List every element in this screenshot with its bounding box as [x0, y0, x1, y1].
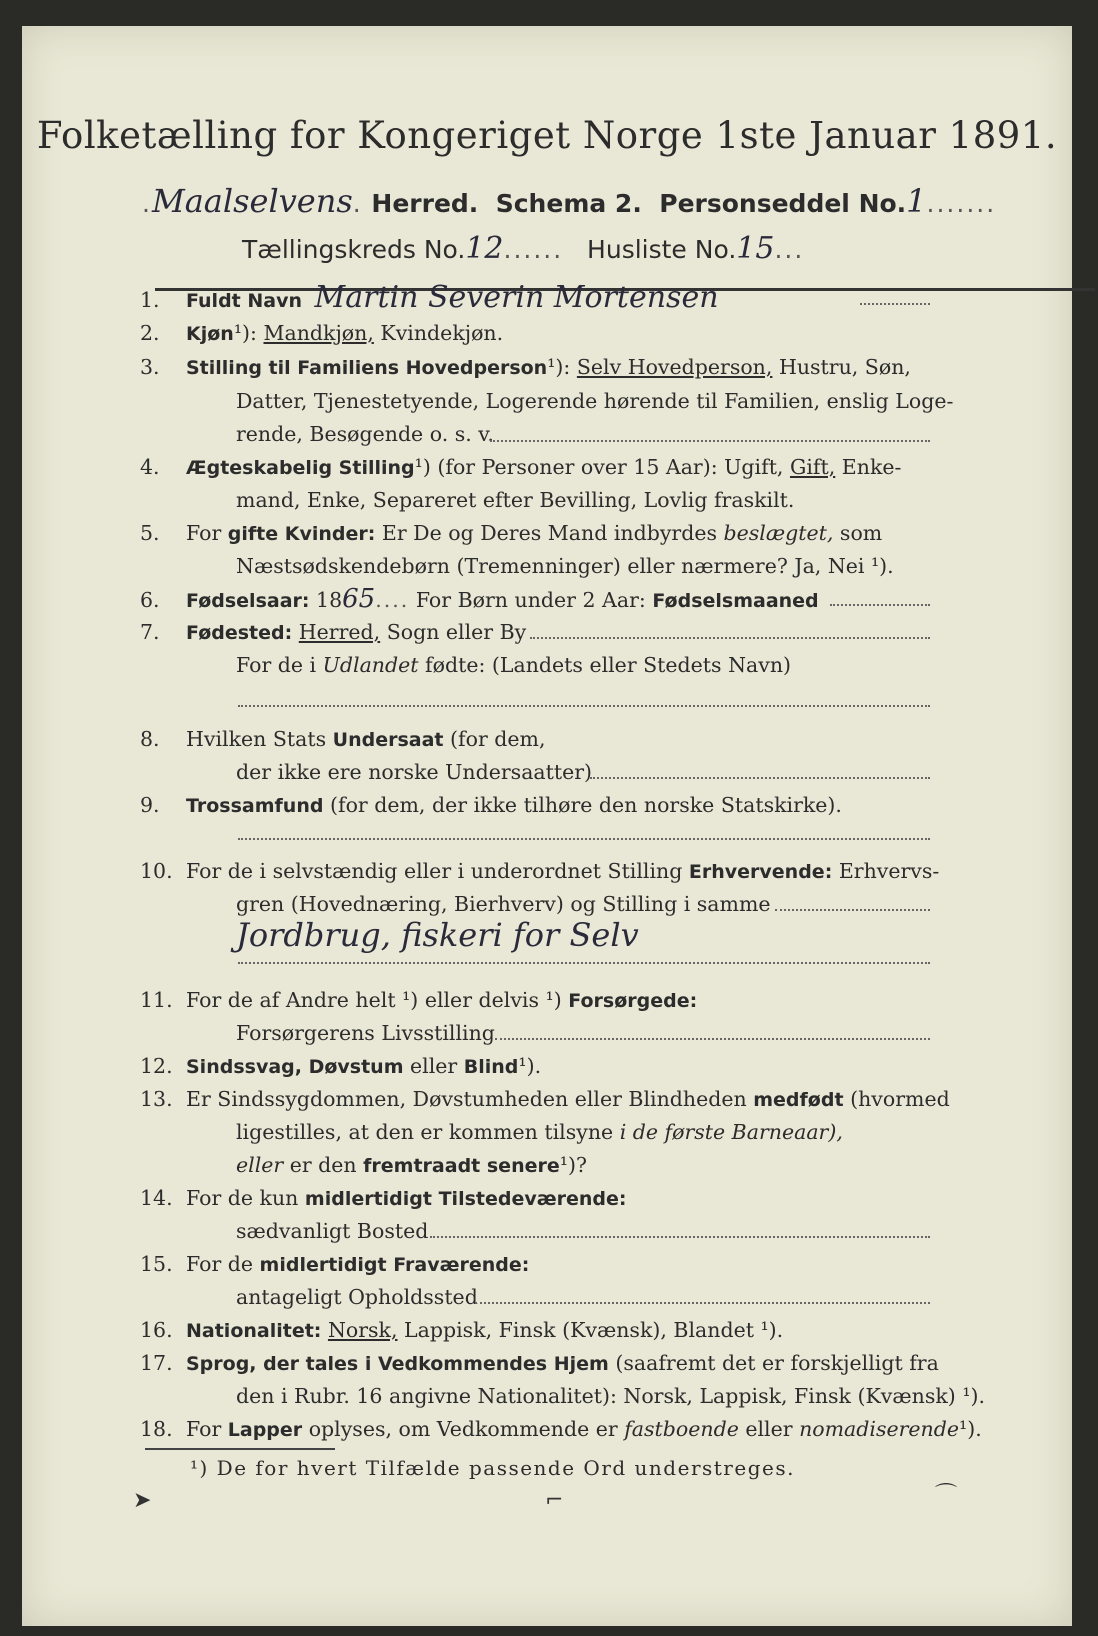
kreds-number: 12	[465, 231, 504, 266]
form-title: Folketælling for Kongeriget Norge 1ste Januar 1891.	[36, 114, 1058, 157]
field-1: 1. Fuldt Navn Martin Severin Mortensen	[140, 280, 719, 315]
field-6: 6. Fødselsaar: 1865.... For Børn under 2 Aar: Fødselsmaaned	[140, 584, 819, 614]
field-3-selected: Selv Hovedperson,	[576, 355, 773, 379]
field-11: 11. For de af Andre helt ¹) eller delvis ¹) Forsørgede:	[140, 988, 698, 1012]
field-4-selected: Gift,	[789, 455, 836, 479]
field-10-line-2: gren (Hovednæring, Bierhverv) og Stilling i samme	[236, 892, 771, 916]
field-7-selected: Herred,	[298, 620, 381, 644]
field-3-line-2: Datter, Tjenestetyende, Logerende hørende til Familien, enslig Loge-	[236, 389, 954, 413]
registration-mark: ⌐	[545, 1488, 564, 1513]
footnote-rule	[145, 1448, 335, 1450]
field-2: 2. Kjøn¹): Mandkjøn, Kvindekjøn.	[140, 321, 504, 345]
field-18: 18. For Lapper oplyses, om Vedkommende er fastboende eller nomadiserende¹).	[140, 1417, 982, 1441]
personseddel-label: Personseddel No.	[659, 189, 907, 218]
field-8-line-2: der ikke ere norske Undersaatter)	[236, 760, 593, 784]
field-14: 14. For de kun midlertidigt Tilstedeværende:	[140, 1186, 627, 1210]
field-7-line-2: For de i Udlandet fødte: (Landets eller Stedets Navn)	[236, 653, 792, 677]
herred-name: Maalselvens	[151, 182, 353, 220]
kreds-label: Tællingskreds No.	[242, 235, 466, 264]
husliste-label: Husliste No.	[587, 235, 737, 264]
field-15: 15. For de midlertidigt Fraværende:	[140, 1252, 530, 1276]
dotted-line	[430, 1236, 930, 1238]
dotted-line	[238, 838, 930, 840]
dotted-line	[775, 909, 930, 911]
personseddel-number: 1	[906, 182, 927, 220]
field-7: 7. Fødested: Herred, Sogn eller By	[140, 620, 527, 644]
dotted-line	[495, 1038, 930, 1040]
herred-label: Herred.	[371, 189, 479, 218]
field-15-line-2: antageligt Opholdssted	[236, 1285, 478, 1309]
field-13-line-3: eller er den fremtraadt senere¹)?	[236, 1153, 587, 1177]
field-6-value: 65	[342, 584, 376, 614]
registration-mark: ⌒	[935, 1483, 958, 1508]
field-17-line-2: den i Rubr. 16 angivne Nationalitet): Norsk, Lappisk, Finsk (Kvænsk) ¹).	[236, 1384, 986, 1408]
field-10-value-line	[140, 916, 1098, 954]
herred-line: .Maalselvens. Herred. Schema 2. Personseddel No.1.......	[142, 182, 997, 220]
field-2-selected: Mandkjøn,	[263, 321, 374, 345]
kreds-line: Tællingskreds No.12...... Husliste No.15...	[242, 231, 805, 266]
registration-mark: ➤	[133, 1488, 152, 1513]
dotted-line	[530, 637, 930, 639]
dotted-line	[238, 705, 930, 707]
field-8: 8. Hvilken Stats Undersaat (for dem,	[140, 727, 546, 751]
schema-label: Schema 2.	[495, 189, 642, 218]
field-1-label: Fuldt Navn	[186, 290, 303, 312]
dotted-line	[830, 604, 930, 606]
field-16: 16. Nationalitet: Norsk, Lappisk, Finsk (Kvænsk), Blandet ¹).	[140, 1318, 784, 1342]
field-10: 10. For de i selvstændig eller i underordnet Stilling Erhvervende: Erhvervs-	[140, 859, 940, 883]
field-4: 4. Ægteskabelig Stilling¹) (for Personer over 15 Aar): Ugift, Gift, Enke-	[140, 455, 902, 479]
footnote: ¹) De for hvert Tilfælde passende Ord understreges.	[190, 1456, 795, 1480]
field-3-line-3: rende, Besøgende o. s. v.	[236, 422, 494, 446]
dotted-line	[490, 440, 930, 442]
field-17: 17. Sprog, der tales i Vedkommendes Hjem (saafremt det er forskjelligt fra	[140, 1351, 939, 1375]
field-11-line-2: Forsørgerens Livsstilling	[236, 1021, 495, 1045]
field-5: 5. For gifte Kvinder: Er De og Deres Mand indbyrdes beslægtet, som	[140, 521, 883, 545]
field-13-line-2: ligestilles, at den er kommen tilsyne i de første Barneaar),	[236, 1120, 843, 1144]
field-9: 9. Trossamfund (for dem, der ikke tilhøre den norske Statskirke).	[140, 793, 842, 817]
field-10-value: Jordbrug, fiskeri for Selv	[236, 916, 639, 954]
field-12: 12. Sindssvag, Døvstum eller Blind¹).	[140, 1054, 542, 1078]
husliste-number: 15	[736, 231, 775, 266]
field-1-value: Martin Severin Mortensen	[314, 280, 719, 315]
field-14-line-2: sædvanligt Bosted	[236, 1219, 429, 1243]
field-3: 3. Stilling til Familiens Hovedperson¹): Selv Hovedperson, Hustru, Søn,	[140, 355, 911, 379]
dotted-line	[860, 303, 930, 305]
field-16-selected: Norsk,	[327, 1318, 398, 1342]
field-4-line-2: mand, Enke, Separeret efter Bevilling, Lovlig fraskilt.	[236, 488, 795, 512]
dotted-line	[475, 1302, 930, 1304]
field-5-line-2: Næstsødskendebørn (Tremenninger) eller nærmere? Ja, Nei ¹).	[236, 554, 894, 578]
field-13: 13. Er Sindssygdommen, Døvstumheden eller Blindheden medfødt (hvormed	[140, 1087, 950, 1111]
dotted-line	[238, 962, 930, 964]
dotted-line	[590, 777, 930, 779]
